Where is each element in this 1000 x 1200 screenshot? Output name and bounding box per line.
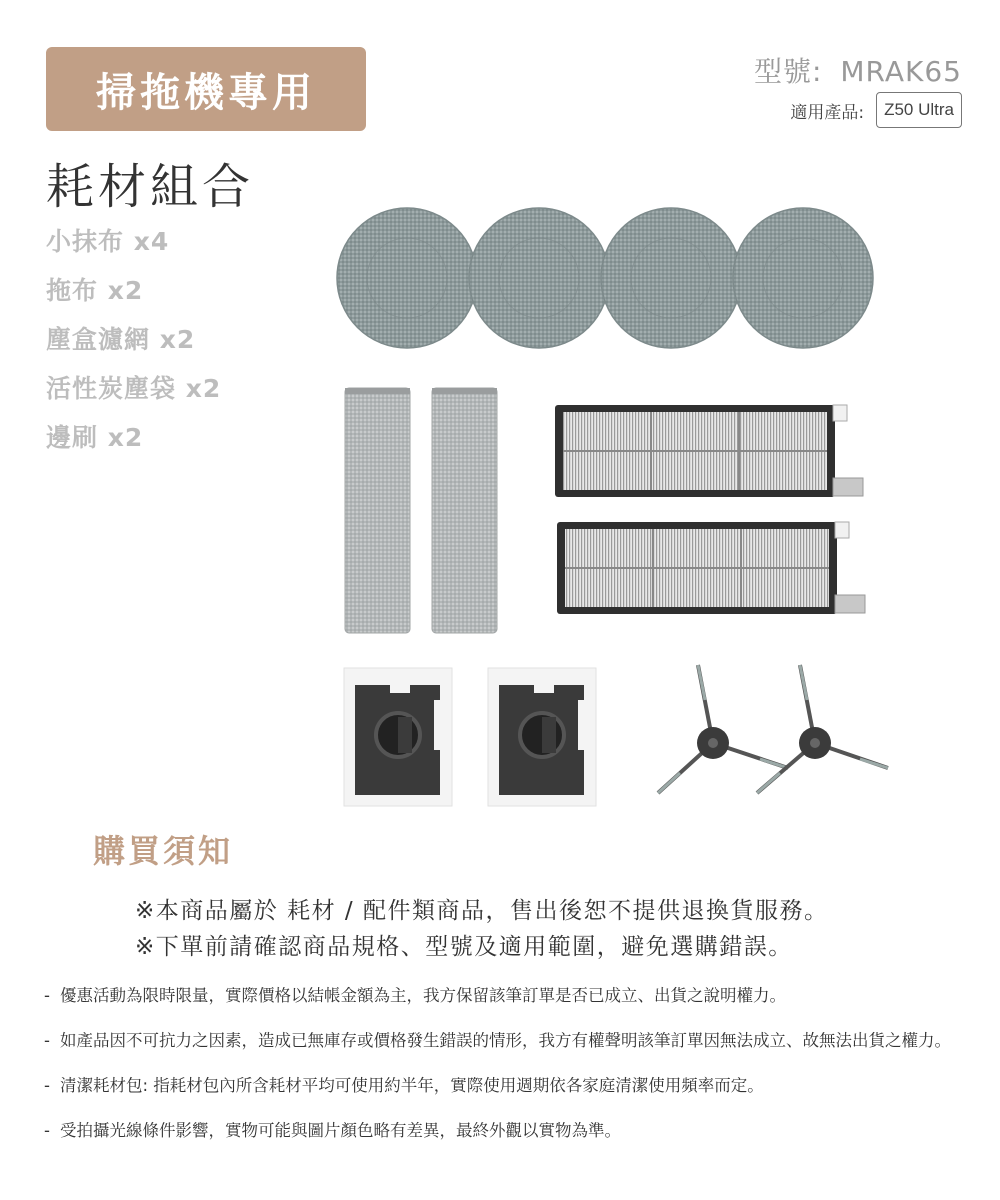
applicable-product — [790, 92, 962, 128]
notice-note: ※本商品屬於 耗材 / 配件類商品，售出後恕不提供退換貨服務。 — [135, 898, 829, 924]
bullet-item: - 清潔耗材包: 指耗材包內所含耗材平均可使用約半年，實際使用週期依各家庭清潔使用頻率而定。 — [44, 1070, 964, 1101]
bullet-text: 清潔耗材包: 指耗材包內所含耗材平均可使用約半年，實際使用週期依各家庭清潔使用頻率而定。 — [60, 1076, 764, 1095]
side-brushes — [658, 665, 888, 793]
dust-filters — [555, 405, 865, 614]
bullet-text: 優惠活動為限時限量，實際價格以結帳金額為主，我方保留該筆訂單是否已成立、出貨之說明權力。 — [60, 986, 786, 1005]
model-number — [746, 50, 962, 90]
mop-pads — [337, 208, 873, 348]
bullet-item: - 優惠活動為限時限量，實際價格以結帳金額為主，我方保留該筆訂單是否已成立、出貨之說明權力。 — [44, 980, 964, 1011]
notice-bullets — [44, 980, 964, 1160]
bullet-text: 受拍攝光線條件影響，實物可能與圖片顏色略有差異，最終外觀以實物為準。 — [60, 1121, 621, 1140]
model-label: 型號: — [754, 55, 823, 88]
notice-note: ※下單前請確認商品規格、型號及適用範圍，避免選購錯誤。 — [135, 934, 793, 960]
list-item: 拖布 x2 — [46, 276, 144, 305]
list-item: 活性炭塵袋 x2 — [46, 374, 222, 403]
dust-bags — [344, 668, 596, 806]
notice-notes — [135, 892, 828, 964]
page-subtitle: 耗材組合 — [46, 159, 255, 215]
product-badge: 掃拖機專用 — [46, 47, 366, 131]
contents-list — [46, 222, 221, 467]
bullet-item: - 受拍攝光線條件影響，實物可能與圖片顏色略有差異，最終外觀以實物為準。 — [44, 1115, 964, 1146]
product-photo — [320, 195, 900, 815]
bullet-text: 如產品因不可抗力之因素，造成已無庫存或價格發生錯誤的情形，我方有權聲明該筆訂單因無法成立、故無法出貨之權力。 — [60, 1031, 951, 1050]
bullet-item: - 如產品因不可抗力之因素，造成已無庫存或價格發生錯誤的情形，我方有權聲明該筆訂單因無法成立、故無法出貨之權力。 — [44, 1025, 964, 1056]
applicable-value: Z50 Ultra — [876, 92, 962, 128]
roller-mops — [345, 388, 497, 633]
list-item: 小抹布 x4 — [46, 227, 170, 256]
applicable-label: 適用產品: — [790, 102, 865, 123]
list-item: 邊刷 x2 — [46, 423, 144, 452]
list-item: 塵盒濾網 x2 — [46, 325, 196, 354]
model-value: MRAK65 — [840, 55, 962, 88]
notice-title: 購買須知 — [93, 832, 234, 870]
